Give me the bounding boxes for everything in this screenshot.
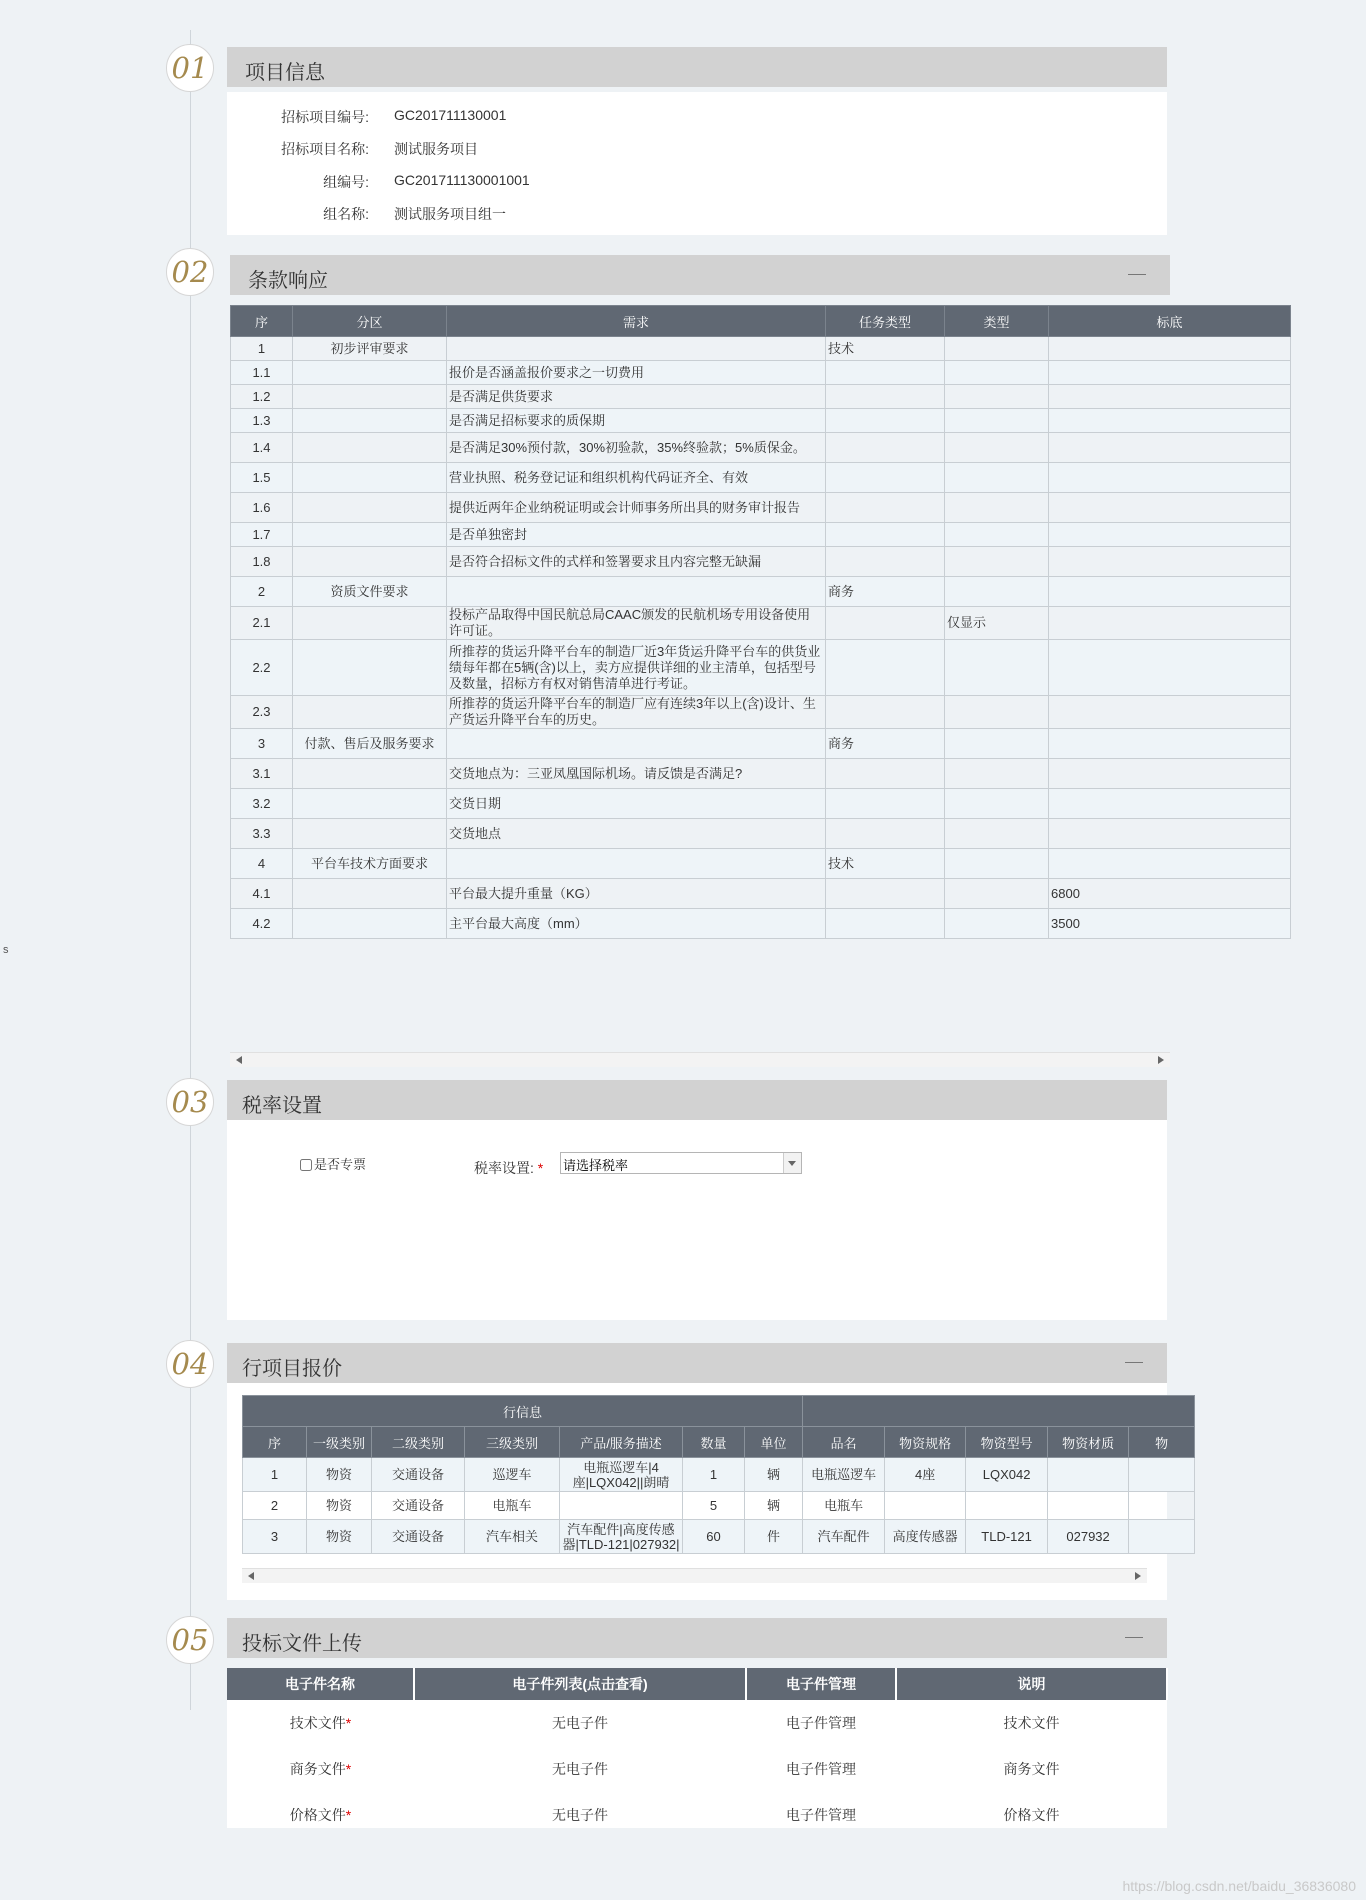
task-type-cell <box>826 789 945 819</box>
zone-cell <box>293 759 447 789</box>
requirement-cell: 所推荐的货运升降平台车的制造厂近3年货运升降平台车的供货业绩每年都在5辆(含)以上，卖方应提供详细的业主清单，包括型号及数量，招标方有权对销售清单进行考证。 <box>447 640 826 696</box>
step-05-badge: 05 <box>166 1616 214 1664</box>
seq-cell: 3.1 <box>231 759 293 789</box>
scroll-right-icon[interactable] <box>1135 1572 1141 1580</box>
chevron-down-icon <box>788 1161 796 1166</box>
zone-cell <box>293 909 447 939</box>
clause-section <box>227 255 1183 1070</box>
zone-cell <box>293 879 447 909</box>
task-type-cell <box>826 607 945 640</box>
line-cell: 60 <box>683 1520 745 1554</box>
file-description: 技术文件 <box>1003 1715 1060 1731</box>
requirement-cell: 交货日期 <box>447 789 826 819</box>
project-info-body <box>227 92 1167 235</box>
base-value-cell <box>1049 729 1291 759</box>
line-cell: 交通设备 <box>372 1520 465 1554</box>
clause-title: 条款响应 <box>248 270 328 292</box>
stray-text: s <box>3 944 9 956</box>
required-mark: * <box>537 1160 544 1176</box>
collapse-icon[interactable] <box>1125 1637 1143 1638</box>
line-cell: 汽车相关 <box>465 1520 560 1554</box>
zone-cell: 初步评审要求 <box>293 337 447 361</box>
task-type-cell <box>826 909 945 939</box>
type-cell <box>945 337 1049 361</box>
base-value-cell <box>1049 789 1291 819</box>
table-row <box>243 1520 1195 1554</box>
info-row <box>227 172 827 192</box>
line-cell: 物资 <box>307 1520 372 1554</box>
line-items-table-wrap <box>242 1395 1169 1567</box>
line-cell: 高度传感器 <box>885 1520 966 1554</box>
requirement-cell: 交货地点 <box>447 819 826 849</box>
zone-cell <box>293 385 447 409</box>
table-row <box>231 463 1291 493</box>
task-type-cell <box>826 819 945 849</box>
scroll-left-icon[interactable] <box>248 1572 254 1580</box>
line-cell <box>560 1492 683 1520</box>
requirement-cell: 提供近两年企业纳税证明或会计师事务所出具的财务审计报告 <box>447 493 826 523</box>
tax-rate-select-value: 请选择税率 <box>563 1158 629 1173</box>
table-row <box>231 493 1291 523</box>
line-cell: 4座 <box>885 1458 966 1492</box>
seq-cell: 4.2 <box>231 909 293 939</box>
task-type-cell <box>826 696 945 729</box>
table-row <box>231 696 1291 729</box>
upload-column-header: 说明 <box>896 1668 1167 1700</box>
info-row <box>227 107 827 127</box>
table-row <box>227 1792 1167 1838</box>
line-column-header: 二级类别 <box>372 1427 465 1458</box>
task-type-cell: 技术 <box>826 849 945 879</box>
line-items-title: 行项目报价 <box>242 1358 342 1380</box>
table-row <box>231 819 1291 849</box>
tax-rate-label-text: 税率设置: <box>474 1160 534 1176</box>
seq-cell: 3 <box>231 729 293 759</box>
special-invoice-checkbox[interactable] <box>300 1159 312 1171</box>
base-value-cell <box>1049 640 1291 696</box>
line-cell: 1 <box>243 1458 307 1492</box>
line-cell: TLD-121 <box>966 1520 1048 1554</box>
task-type-cell: 商务 <box>826 729 945 759</box>
tax-title: 税率设置 <box>242 1095 322 1117</box>
seq-cell: 4 <box>231 849 293 879</box>
base-value-cell <box>1049 607 1291 640</box>
file-description: 商务文件 <box>1003 1761 1060 1777</box>
row-info-group-header: 行信息 <box>243 1396 803 1427</box>
type-cell <box>945 463 1049 493</box>
table-row <box>231 361 1291 385</box>
table-row <box>231 607 1291 640</box>
seq-cell: 4.1 <box>231 879 293 909</box>
type-cell <box>945 696 1049 729</box>
line-cell: 物资 <box>307 1492 372 1520</box>
file-list-link[interactable]: 无电子件 <box>552 1715 608 1731</box>
file-list-link[interactable]: 无电子件 <box>552 1807 608 1823</box>
task-type-cell <box>826 409 945 433</box>
base-value-cell <box>1049 433 1291 463</box>
table-row <box>231 409 1291 433</box>
requirement-cell: 营业执照、税务登记证和组织机构代码证齐全、有效 <box>447 463 826 493</box>
zone-cell <box>293 696 447 729</box>
line-column-header: 序 <box>243 1427 307 1458</box>
seq-cell: 1.1 <box>231 361 293 385</box>
line-items-header <box>227 1343 1167 1383</box>
line-column-header: 物资规格 <box>885 1427 966 1458</box>
collapse-icon[interactable] <box>1128 274 1146 275</box>
upload-title: 投标文件上传 <box>242 1633 362 1655</box>
upload-column-header: 电子件名称 <box>227 1668 414 1700</box>
clause-table <box>230 305 1291 939</box>
line-cell <box>1048 1458 1129 1492</box>
requirement-cell: 是否满足招标要求的质保期 <box>447 409 826 433</box>
clause-column-header: 分区 <box>293 306 447 337</box>
type-cell <box>945 729 1049 759</box>
line-cell: 3 <box>243 1520 307 1554</box>
requirement-cell: 报价是否涵盖报价要求之一切费用 <box>447 361 826 385</box>
task-type-cell <box>826 879 945 909</box>
clause-column-header: 类型 <box>945 306 1049 337</box>
requirement-cell: 是否符合招标文件的式样和签署要求且内容完整无缺漏 <box>447 547 826 577</box>
collapse-icon[interactable] <box>1125 1362 1143 1363</box>
type-cell <box>945 547 1049 577</box>
line-cell: 交通设备 <box>372 1458 465 1492</box>
task-type-cell <box>826 640 945 696</box>
special-invoice-checkbox-label[interactable] <box>300 1154 366 1173</box>
type-cell <box>945 789 1049 819</box>
line-cell: 电瓶车 <box>465 1492 560 1520</box>
zone-cell <box>293 547 447 577</box>
base-value-cell <box>1049 463 1291 493</box>
line-cell: 电瓶巡逻车|4座|LQX042||朗晴 <box>560 1458 683 1492</box>
task-type-cell <box>826 547 945 577</box>
table-row <box>231 433 1291 463</box>
requirement-cell <box>447 729 826 759</box>
seq-cell: 2 <box>231 577 293 607</box>
table-row <box>231 385 1291 409</box>
type-cell <box>945 819 1049 849</box>
info-value: 测试服务项目组一 <box>394 206 506 222</box>
line-column-header: 产品/服务描述 <box>560 1427 683 1458</box>
clause-column-header: 任务类型 <box>826 306 945 337</box>
line-cell: 1 <box>683 1458 745 1492</box>
requirement-cell: 投标产品取得中国民航总局CAAC颁发的民航机场专用设备使用许可证。 <box>447 607 826 640</box>
type-cell <box>945 879 1049 909</box>
tax-rate-select[interactable] <box>560 1152 802 1174</box>
seq-cell: 3.2 <box>231 789 293 819</box>
type-cell <box>945 909 1049 939</box>
file-name: 商务文件 <box>289 1761 346 1777</box>
file-name: 价格文件 <box>289 1807 346 1823</box>
type-cell <box>945 493 1049 523</box>
line-cell: 电瓶车 <box>803 1492 885 1520</box>
requirement-cell <box>447 337 826 361</box>
base-value-cell: 3500 <box>1049 909 1291 939</box>
checkbox-label-text: 是否专票 <box>314 1157 367 1172</box>
base-value-cell <box>1049 409 1291 433</box>
base-value-cell: 6800 <box>1049 879 1291 909</box>
base-value-cell <box>1049 547 1291 577</box>
line-cell: 物资 <box>307 1458 372 1492</box>
zone-cell <box>293 640 447 696</box>
zone-cell <box>293 607 447 640</box>
line-cell: 巡逻车 <box>465 1458 560 1492</box>
upload-header <box>227 1618 1167 1658</box>
material-group-header <box>803 1396 1195 1427</box>
base-value-cell <box>1049 385 1291 409</box>
task-type-cell <box>826 523 945 547</box>
upload-column-header: 电子件管理 <box>746 1668 896 1700</box>
clause-header <box>230 255 1170 295</box>
seq-cell: 1.2 <box>231 385 293 409</box>
requirement-cell: 所推荐的货运升降平台车的制造厂应有连续3年以上(含)设计、生产货运升降平台车的历史。 <box>447 696 826 729</box>
info-value: GC201711130001001 <box>394 172 530 188</box>
upload-section <box>227 1618 1167 1828</box>
line-items-horizontal-scrollbar[interactable] <box>242 1568 1147 1583</box>
seq-cell: 2.1 <box>231 607 293 640</box>
required-mark: * <box>345 1807 352 1823</box>
table-row <box>231 789 1291 819</box>
table-row <box>231 337 1291 361</box>
task-type-cell: 技术 <box>826 337 945 361</box>
file-list-link[interactable]: 无电子件 <box>552 1761 608 1777</box>
type-cell <box>945 409 1049 433</box>
zone-cell: 平台车技术方面要求 <box>293 849 447 879</box>
zone-cell: 付款、售后及服务要求 <box>293 729 447 759</box>
project-info-title: 项目信息 <box>245 62 325 84</box>
line-cell <box>1129 1520 1195 1554</box>
dropdown-button[interactable] <box>783 1153 801 1173</box>
type-cell <box>945 577 1049 607</box>
table-row <box>231 879 1291 909</box>
line-items-table <box>242 1395 1195 1554</box>
line-column-header: 物资材质 <box>1048 1427 1129 1458</box>
task-type-cell <box>826 493 945 523</box>
base-value-cell <box>1049 337 1291 361</box>
file-manage-link[interactable]: 电子件管理 <box>786 1807 856 1823</box>
type-cell <box>945 759 1049 789</box>
table-row <box>231 547 1291 577</box>
table-row <box>231 729 1291 759</box>
seq-cell: 2.3 <box>231 696 293 729</box>
seq-cell: 1 <box>231 337 293 361</box>
table-row <box>243 1458 1195 1492</box>
zone-cell <box>293 409 447 433</box>
line-items-section <box>227 1343 1167 1600</box>
type-cell <box>945 523 1049 547</box>
table-row <box>227 1700 1167 1746</box>
tax-body <box>227 1120 1167 1320</box>
type-cell <box>945 640 1049 696</box>
watermark: https://blog.csdn.net/baidu_36836080 <box>1122 1878 1356 1894</box>
line-cell <box>885 1492 966 1520</box>
line-cell <box>1129 1458 1195 1492</box>
requirement-cell: 是否满足供货要求 <box>447 385 826 409</box>
seq-cell: 1.4 <box>231 433 293 463</box>
line-cell: 辆 <box>745 1492 803 1520</box>
zone-cell <box>293 463 447 493</box>
type-cell: 仅显示 <box>945 607 1049 640</box>
task-type-cell: 商务 <box>826 577 945 607</box>
step-04-badge: 04 <box>166 1340 214 1388</box>
zone-cell <box>293 493 447 523</box>
table-row <box>231 909 1291 939</box>
seq-cell: 1.8 <box>231 547 293 577</box>
table-row <box>243 1492 1195 1520</box>
line-column-header: 数量 <box>683 1427 745 1458</box>
type-cell <box>945 433 1049 463</box>
info-row <box>227 139 827 159</box>
base-value-cell <box>1049 577 1291 607</box>
line-column-header: 品名 <box>803 1427 885 1458</box>
task-type-cell <box>826 361 945 385</box>
scroll-left-icon[interactable] <box>236 1056 242 1064</box>
requirement-cell <box>447 849 826 879</box>
requirement-cell: 平台最大提升重量（KG） <box>447 879 826 909</box>
info-label: 招标项目编号: <box>281 109 369 125</box>
line-column-header: 物 <box>1129 1427 1195 1458</box>
base-value-cell <box>1049 849 1291 879</box>
type-cell <box>945 849 1049 879</box>
line-cell: 电瓶巡逻车 <box>803 1458 885 1492</box>
task-type-cell <box>826 385 945 409</box>
tax-rate-label <box>474 1158 543 1178</box>
line-cell: 件 <box>745 1520 803 1554</box>
requirement-cell: 交货地点为：三亚凤凰国际机场。请反馈是否满足? <box>447 759 826 789</box>
requirement-cell: 主平台最大高度（mm） <box>447 909 826 939</box>
file-name-cell <box>227 1792 414 1838</box>
clause-column-header: 序 <box>231 306 293 337</box>
table-row <box>231 640 1291 696</box>
line-cell <box>966 1492 1048 1520</box>
info-value: 测试服务项目 <box>394 141 478 157</box>
line-cell: 交通设备 <box>372 1492 465 1520</box>
zone-cell <box>293 433 447 463</box>
requirement-cell <box>447 577 826 607</box>
seq-cell: 1.3 <box>231 409 293 433</box>
required-mark: * <box>345 1761 352 1777</box>
seq-cell: 1.5 <box>231 463 293 493</box>
info-value: GC201711130001 <box>394 107 507 123</box>
step-02-badge: 02 <box>166 248 214 296</box>
step-03-badge: 03 <box>166 1078 214 1126</box>
upload-table <box>227 1668 1168 1838</box>
base-value-cell <box>1049 493 1291 523</box>
clause-horizontal-scrollbar[interactable] <box>230 1052 1170 1067</box>
type-cell <box>945 361 1049 385</box>
project-info-section <box>227 47 1167 235</box>
table-row <box>231 849 1291 879</box>
line-cell: 027932 <box>1048 1520 1129 1554</box>
upload-column-header: 电子件列表(点击查看) <box>414 1668 746 1700</box>
upload-body <box>227 1668 1167 1828</box>
line-column-header: 一级类别 <box>307 1427 372 1458</box>
task-type-cell <box>826 433 945 463</box>
seq-cell: 2.2 <box>231 640 293 696</box>
clause-table-wrap <box>230 305 1183 1055</box>
requirement-cell: 是否满足30%预付款，30%初验款，35%终验款；5%质保金。 <box>447 433 826 463</box>
line-cell: 辆 <box>745 1458 803 1492</box>
table-row <box>227 1746 1167 1792</box>
zone-cell <box>293 523 447 547</box>
line-column-header: 物资型号 <box>966 1427 1048 1458</box>
file-name-cell <box>227 1700 414 1746</box>
seq-cell: 3.3 <box>231 819 293 849</box>
line-cell: 汽车配件|高度传感器|TLD-121|027932| <box>560 1520 683 1554</box>
base-value-cell <box>1049 361 1291 385</box>
info-label: 组编号: <box>323 174 369 190</box>
line-cell: LQX042 <box>966 1458 1048 1492</box>
clause-column-header: 需求 <box>447 306 826 337</box>
tax-section <box>227 1080 1167 1320</box>
file-name-cell <box>227 1746 414 1792</box>
task-type-cell <box>826 463 945 493</box>
base-value-cell <box>1049 696 1291 729</box>
line-cell <box>1048 1492 1129 1520</box>
table-row <box>231 577 1291 607</box>
requirement-cell: 是否单独密封 <box>447 523 826 547</box>
zone-cell: 资质文件要求 <box>293 577 447 607</box>
base-value-cell <box>1049 523 1291 547</box>
zone-cell <box>293 361 447 385</box>
step-01-badge: 01 <box>166 44 214 92</box>
seq-cell: 1.7 <box>231 523 293 547</box>
line-cell: 5 <box>683 1492 745 1520</box>
line-column-header: 三级类别 <box>465 1427 560 1458</box>
file-description: 价格文件 <box>1003 1807 1060 1823</box>
clause-column-header: 标底 <box>1049 306 1291 337</box>
tax-header <box>227 1080 1167 1120</box>
info-label: 组名称: <box>323 206 369 222</box>
line-items-body <box>227 1383 1167 1600</box>
seq-cell: 1.6 <box>231 493 293 523</box>
base-value-cell <box>1049 819 1291 849</box>
table-row <box>231 759 1291 789</box>
line-cell <box>1129 1492 1195 1520</box>
line-cell: 汽车配件 <box>803 1520 885 1554</box>
info-row <box>227 204 827 224</box>
table-row <box>231 523 1291 547</box>
zone-cell <box>293 819 447 849</box>
file-manage-link[interactable]: 电子件管理 <box>786 1715 856 1731</box>
scroll-right-icon[interactable] <box>1158 1056 1164 1064</box>
required-mark: * <box>345 1715 352 1731</box>
line-column-header: 单位 <box>745 1427 803 1458</box>
task-type-cell <box>826 759 945 789</box>
info-label: 招标项目名称: <box>281 141 369 157</box>
file-manage-link[interactable]: 电子件管理 <box>786 1761 856 1777</box>
zone-cell <box>293 789 447 819</box>
base-value-cell <box>1049 759 1291 789</box>
line-cell: 2 <box>243 1492 307 1520</box>
project-info-header <box>227 47 1167 87</box>
type-cell <box>945 385 1049 409</box>
file-name: 技术文件 <box>289 1715 346 1731</box>
